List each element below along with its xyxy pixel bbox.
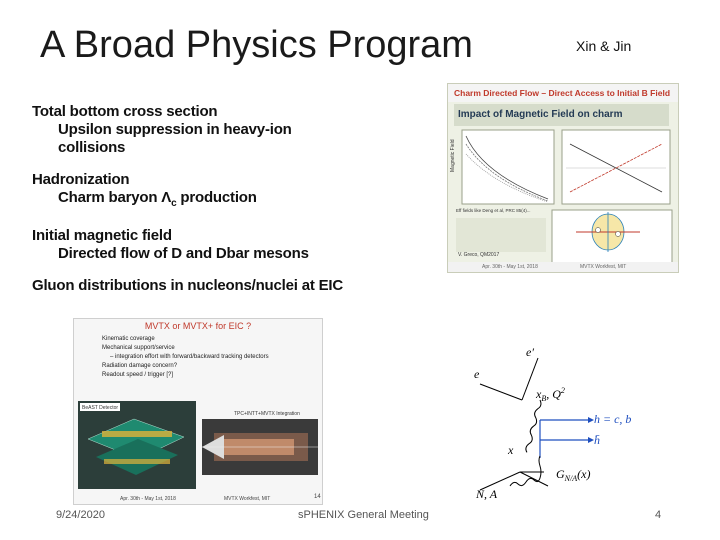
bullet-3-main: Initial magnetic field bbox=[32, 227, 172, 244]
slide-flow-footer: Apr. 30th - May 1st, 2018 MVTX Workfest, MIT bbox=[448, 262, 678, 272]
bullet-1-sub: Upsilon suppression in heavy-ion collisions bbox=[58, 121, 292, 156]
feynman-diagram bbox=[460, 340, 690, 505]
beast-label: BeAST Detector bbox=[82, 405, 119, 411]
label-xb-q2: $x_B$, $Q^2$ bbox=[536, 386, 565, 403]
slide-mvtx-title: MVTX or MVTX+ for EIC ? bbox=[144, 321, 252, 331]
authors: Xin & Jin bbox=[576, 38, 632, 54]
slide-mvtx-item: Mechanical support/service bbox=[102, 345, 175, 351]
label-n-a: N, A bbox=[476, 487, 498, 501]
slide-mvtx-graphics bbox=[74, 319, 322, 504]
slide-thumbnail-flow bbox=[447, 83, 679, 273]
label-h-cb: h = c, b bbox=[594, 412, 632, 426]
v1-plot bbox=[562, 130, 670, 204]
slide-mvtx-item: Readout speed / trigger [?] bbox=[102, 372, 174, 378]
footer-meeting: sPHENIX General Meeting bbox=[298, 509, 429, 521]
bullet-1-main: Total bottom cross section bbox=[32, 103, 218, 120]
label-e: e bbox=[474, 367, 480, 381]
label-x: x bbox=[508, 443, 514, 457]
slide-mvtx-item: – integration effort with forward/backward tracking detectors bbox=[110, 354, 269, 360]
bullet-3-sub: Directed flow of D and Dbar mesons bbox=[58, 245, 309, 262]
label-gluon-dist: $G_{N/A}(x)$ bbox=[556, 467, 591, 483]
slide-mvtx-item: Radiation damage concern? bbox=[102, 363, 178, 369]
slide-flow-header: Charm Directed Flow – Direct Access to Initial B Field bbox=[448, 84, 678, 102]
slide-flow-credit: V. Greco, QM2017 bbox=[458, 252, 500, 258]
slide-flow-ylabel: Magnetic Field bbox=[450, 139, 456, 172]
slide-mvtx-footer: Apr. 30th - May 1st, 2018 MVTX Workfest, MIT 14 bbox=[120, 494, 321, 502]
slide-flow-graphics bbox=[448, 84, 678, 272]
bullet-2-main: Hadronization bbox=[32, 171, 130, 188]
bullet-4-main: Gluon distributions in nucleons/nuclei at EIC bbox=[32, 277, 344, 294]
label-e-prime: e′ bbox=[526, 345, 534, 359]
slide-flow-caption: Eff fields like Deng et al, PRC 85(4)... bbox=[456, 208, 531, 213]
slide-thumbnail-mvtx bbox=[73, 318, 323, 505]
page-title: A Broad Physics Program bbox=[40, 24, 473, 66]
slide-flow-subheader: Impact of Magnetic Field on charm bbox=[454, 104, 669, 126]
label-h-bar: h̄ bbox=[594, 433, 600, 447]
magnetic-field-plot bbox=[462, 130, 554, 204]
bullet-2-sub: Charm baryon $\Lambda_c$ production bbox=[58, 189, 257, 209]
bullet-list bbox=[32, 103, 362, 295]
slide-mvtx-item: Kinematic coverage bbox=[102, 336, 155, 342]
footer-page-number: 4 bbox=[655, 509, 662, 521]
tpc-label: TPC+INTT+MVTX Integration bbox=[234, 411, 300, 417]
footer-date: 9/24/2020 bbox=[56, 509, 105, 521]
